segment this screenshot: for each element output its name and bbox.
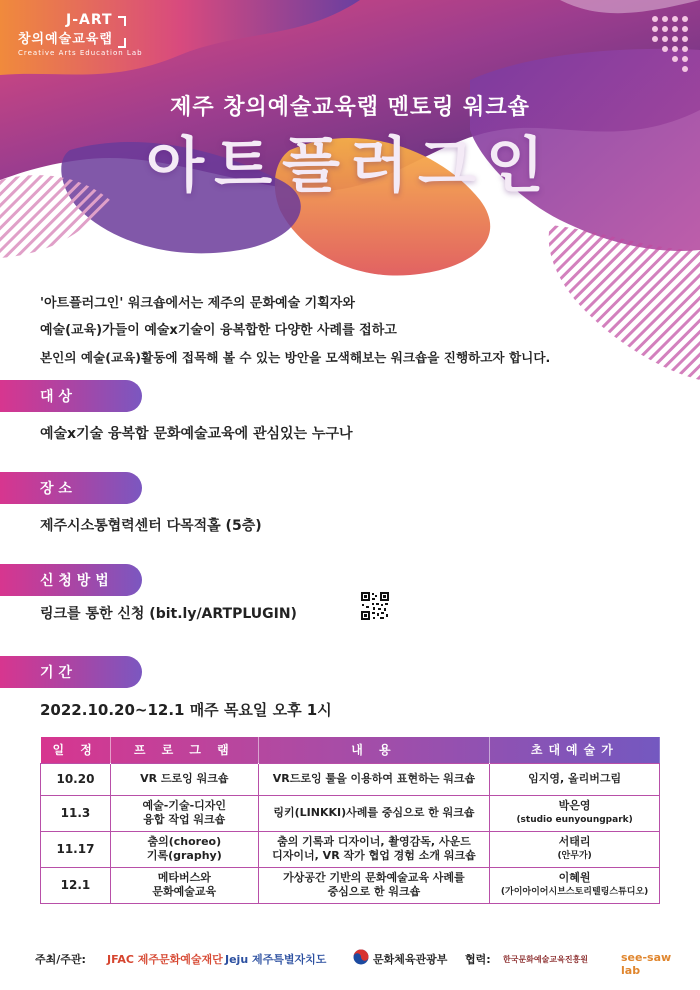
org-jeju-logo: Jeju 제주특별자치도 (225, 953, 327, 966)
col-header-program: 프 로 그 램 (110, 737, 258, 763)
row-artist: 박은영 (studio eunyoungpark) (490, 795, 660, 831)
brand-line2: 창의예술교육랩 (18, 32, 113, 47)
intro-line: 본인의 예술(교육)활동에 접목해 볼 수 있는 방안을 모색해보는 워크숍을 진행하고자 합니다. (40, 350, 551, 365)
row-content: 가상공간 기반의 문화예술교육 사례를 중심으로 한 워크숍 (258, 867, 490, 903)
row-date: 11.3 (41, 795, 111, 831)
section-value-target: 예술x기술 융복합 문화예술교육에 관심있는 누구나 (40, 426, 353, 442)
row-content: 링키(LINKKI)사례를 중심으로 한 워크숍 (258, 795, 490, 831)
brand-logo (18, 12, 143, 57)
row-program: 메타버스와 문화예술교육 (110, 867, 258, 903)
intro-text (40, 290, 640, 371)
row-artist: 서태리 (안무가) (490, 831, 660, 867)
col-header-artist: 초대예술가 (530, 743, 619, 758)
brand-line3: Creative Arts Education Lab (18, 49, 143, 57)
schedule-header-row (41, 737, 660, 763)
col-header-date: 일 정 (41, 737, 111, 763)
poster-subtitle: 제주 창의예술교육랩 멘토링 워크숍 (170, 95, 530, 120)
section-value-place: 제주시소통협력센터 다목적홀 (5층) (40, 518, 262, 534)
col-header-content: 내 용 (258, 737, 490, 763)
row-program: VR 드로잉 워크숍 (110, 763, 258, 795)
org-ministry-logo: 문화체육관광부 (373, 953, 448, 966)
table-row (41, 867, 660, 903)
coop-label: 협력: (465, 953, 491, 966)
host-label: 주최/주관: (35, 953, 86, 966)
footer-sponsors (35, 945, 685, 975)
row-date: 11.17 (41, 831, 111, 867)
section-label-apply: 신 청 방 법 (0, 564, 142, 596)
poster-title: 아트플러그인 (146, 131, 554, 201)
row-date: 12.1 (41, 867, 111, 903)
org-jfac-logo: JFAC 제주문화예술재단 (107, 953, 223, 966)
section-value-apply[interactable]: 링크를 통한 신청 (bit.ly/ARTPLUGIN) (40, 606, 297, 622)
intro-line: 예술(교육)가들이 예술x기술이 융복합한 다양한 사례를 접하고 (40, 323, 397, 338)
org-seesaw-logo: see-saw lab (621, 951, 672, 977)
row-program: 예술-기술-디자인 융합 작업 워크숍 (110, 795, 258, 831)
dots-icon (650, 14, 690, 80)
org-arte-logo: 한국문화예술교육진흥원 (503, 955, 589, 964)
taegeuk-icon (353, 949, 369, 965)
schedule-table (40, 737, 660, 904)
table-row (41, 831, 660, 867)
row-content: VR드로잉 툴을 이용하여 표현하는 워크숍 (258, 763, 490, 795)
section-label-period: 기 간 (0, 656, 142, 688)
brand-line1: J-ART (66, 12, 113, 28)
table-row (41, 763, 660, 795)
row-artist: 임지영, 올리버그림 (490, 763, 660, 795)
row-artist: 이혜원 (가이아이어시브스토리텔링스튜디오) (490, 867, 660, 903)
row-content: 춤의 기록과 디자이너, 촬영감독, 사운드 디자이너, VR 작가 협업 경험 소개 워크숍 (258, 831, 490, 867)
section-label-target: 대 상 (0, 380, 142, 412)
section-value-period: 2022.10.20~12.1 매주 목요일 오후 1시 (40, 701, 332, 719)
qr-code-icon[interactable] (360, 591, 390, 621)
table-row (41, 795, 660, 831)
intro-line: '아트플러그인' 워크숍에서는 제주의 문화예술 기획자와 (40, 296, 355, 311)
row-program: 춤의(choreo) 기록(graphy) (110, 831, 258, 867)
section-label-place: 장 소 (0, 472, 142, 504)
row-date: 10.20 (41, 763, 111, 795)
